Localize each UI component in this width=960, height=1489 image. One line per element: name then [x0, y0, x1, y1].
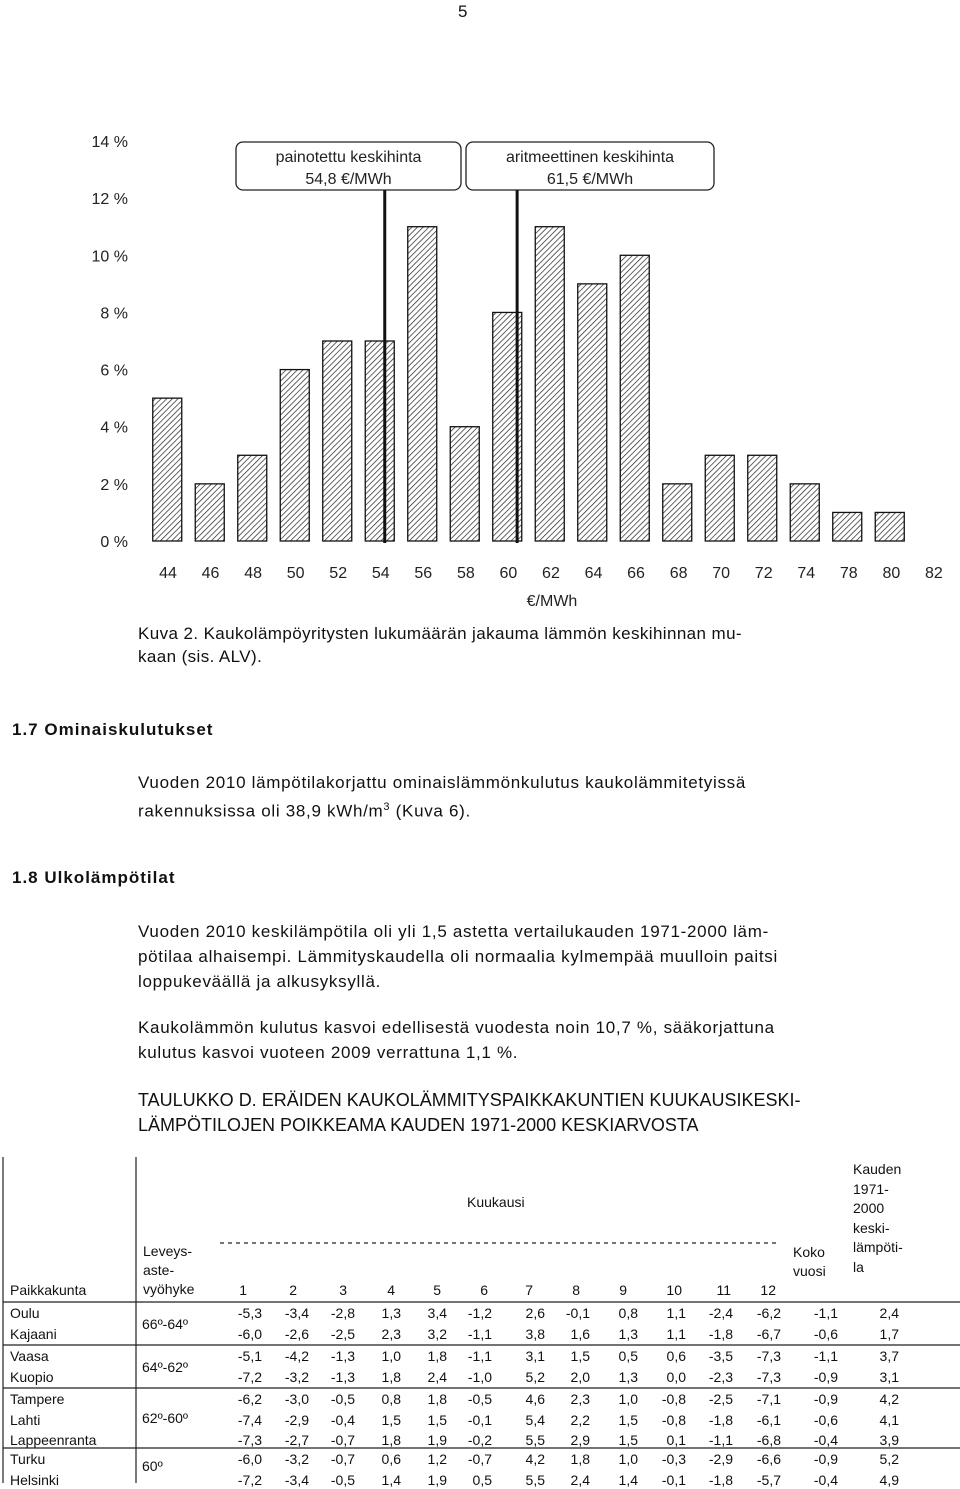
bar	[323, 341, 352, 541]
year-value: -0,4	[813, 1472, 838, 1488]
header-city: Paikkakunta	[10, 1282, 87, 1298]
month-value: -7,3	[756, 1348, 781, 1364]
bar	[238, 455, 267, 541]
bar	[620, 255, 649, 541]
month-value: 2,3	[570, 1391, 590, 1407]
month-value: 2,9	[570, 1432, 590, 1448]
month-value: -0,7	[330, 1451, 355, 1467]
header-month: 3	[339, 1282, 347, 1298]
month-value: -1,3	[330, 1369, 355, 1385]
month-value: -7,1	[756, 1391, 781, 1407]
month-value: 1,0	[618, 1451, 638, 1467]
year-value: -1,1	[813, 1348, 838, 1364]
x-tick-label: 44	[159, 565, 177, 582]
month-value: 1,4	[381, 1472, 401, 1488]
x-tick-label: 62	[542, 565, 560, 582]
month-value: -1,1	[467, 1326, 492, 1342]
bar	[748, 455, 777, 541]
month-value: -5,3	[237, 1305, 262, 1321]
month-value: 0,8	[381, 1391, 401, 1407]
month-value: 1,0	[381, 1348, 401, 1364]
month-value: 1,5	[618, 1412, 638, 1428]
month-value: -3,0	[284, 1391, 309, 1407]
mean-value: 3,7	[879, 1348, 899, 1364]
year-value: -0,6	[813, 1412, 838, 1428]
x-tick-label: 60	[499, 565, 518, 582]
city-name: Turku	[10, 1451, 46, 1467]
month-value: -1,8	[708, 1472, 733, 1488]
month-value: -1,2	[467, 1305, 492, 1321]
month-value: 0,1	[666, 1432, 686, 1448]
zone-label: 62º-60º	[142, 1410, 189, 1426]
month-value: -1,8	[708, 1326, 733, 1342]
bar	[790, 484, 819, 541]
month-value: -3,2	[284, 1451, 309, 1467]
x-tick-label: 82	[925, 565, 943, 582]
mean-value: 5,2	[879, 1451, 899, 1467]
x-tick-label: 80	[882, 565, 901, 582]
header-mean: 1971-	[853, 1180, 889, 1197]
month-value: 1,1	[666, 1305, 686, 1321]
month-value: -2,3	[708, 1369, 733, 1385]
x-tick-label: 56	[414, 565, 433, 582]
y-tick-label: 8 %	[100, 305, 128, 323]
month-value: -1,3	[330, 1348, 355, 1364]
month-value: 4,2	[525, 1451, 545, 1467]
header-month: 6	[480, 1282, 488, 1298]
month-value: 2,2	[570, 1412, 590, 1428]
y-tick-label: 14 %	[91, 134, 128, 151]
table-title: TAULUKKO D. ERÄIDEN KAUKOLÄMMITYSPAIKKAKUNTIEN KUUKAUSIKESKI- LÄMPÖTILOJEN POIKKEAMA KAUDEN 1971-2000 KESKIARVOSTA	[138, 1090, 801, 1135]
zone-label: 66º-64º	[142, 1315, 189, 1332]
month-value: -3,5	[708, 1348, 733, 1364]
y-tick-label: 12 %	[91, 191, 128, 209]
month-value: 4,6	[525, 1391, 545, 1407]
month-value: 5,5	[525, 1472, 545, 1488]
month-value: -6,2	[756, 1305, 781, 1321]
header-mean: 2000	[853, 1200, 885, 1216]
month-value: 1,9	[427, 1472, 447, 1488]
month-value: -6,2	[237, 1391, 262, 1407]
month-value: 1,3	[381, 1305, 401, 1321]
month-value: -6,8	[756, 1432, 781, 1448]
month-value: -0,8	[661, 1391, 686, 1407]
month-value: -7,2	[237, 1369, 262, 1385]
header-month: 1	[239, 1282, 247, 1298]
month-value: 1,3	[618, 1326, 638, 1342]
header-year: Koko	[793, 1244, 825, 1260]
header-zone: aste-	[143, 1262, 175, 1278]
month-value: 1,9	[427, 1432, 447, 1448]
month-value: -0,5	[467, 1391, 492, 1407]
figure-caption: Kuva 2. Kaukolämpöyritysten lukumäärän jakauma lämmön keskihinnan mu- kaan (sis. ALV).	[138, 624, 742, 666]
month-value: 1,5	[618, 1432, 638, 1448]
mean-value: 4,9	[879, 1472, 899, 1488]
mean-value: 4,2	[879, 1391, 899, 1407]
month-value: -0,1	[661, 1472, 686, 1488]
month-value: 2,6	[525, 1305, 545, 1321]
y-tick-label: 10 %	[91, 248, 128, 266]
x-axis-label: €/MWh	[526, 593, 578, 610]
month-value: 2,4	[427, 1369, 447, 1385]
x-tick-label: 72	[754, 565, 773, 582]
city-name: Helsinki	[10, 1472, 60, 1488]
x-tick-label: 52	[329, 565, 348, 582]
month-value: -0,7	[467, 1451, 492, 1467]
header-mean: lämpöti-	[853, 1239, 903, 1255]
x-tick-label: 46	[201, 565, 220, 582]
month-value: -0,1	[467, 1412, 492, 1428]
month-value: 2,0	[570, 1369, 590, 1385]
header-mean: Kauden	[853, 1161, 902, 1177]
mean-value: 3,1	[879, 1369, 899, 1385]
y-tick-label: 4 %	[100, 419, 128, 437]
month-value: -0,2	[467, 1432, 492, 1448]
mean-value: 2,4	[879, 1305, 899, 1321]
month-value: 1,8	[427, 1391, 447, 1407]
header-month: 2	[289, 1282, 297, 1298]
month-value: 0,8	[618, 1305, 638, 1321]
bar	[280, 370, 309, 541]
mean-value: 1,7	[879, 1326, 899, 1342]
month-value: 3,1	[525, 1348, 545, 1364]
month-value: 1,5	[427, 1412, 447, 1428]
month-value: -1,1	[708, 1432, 733, 1448]
month-value: -3,4	[284, 1472, 309, 1488]
month-value: -2,6	[284, 1326, 309, 1342]
month-value: 3,8	[525, 1326, 545, 1342]
temperature-deviation-table	[0, 1155, 960, 1488]
month-value: -0,5	[330, 1472, 355, 1488]
month-value: -6,0	[237, 1326, 262, 1342]
header-month: 8	[572, 1282, 580, 1298]
bar	[450, 427, 479, 541]
header-month: 4	[387, 1282, 395, 1298]
month-value: 1,8	[427, 1348, 447, 1364]
month-value: -6,6	[756, 1451, 781, 1467]
x-tick-label: 78	[839, 565, 858, 582]
month-value: 2,3	[381, 1326, 401, 1342]
x-tick-label: 58	[456, 565, 475, 582]
month-value: -3,4	[284, 1305, 309, 1321]
header-month: 5	[433, 1282, 441, 1298]
year-value: -1,1	[813, 1305, 838, 1321]
month-value: -4,2	[284, 1348, 309, 1364]
city-name: Lappeenranta	[10, 1432, 97, 1448]
annotation-value: 61,5 €/MWh	[546, 171, 634, 188]
month-value: -0,3	[661, 1451, 686, 1467]
month-value: 1,0	[618, 1391, 638, 1407]
month-value: -2,9	[708, 1451, 733, 1467]
header-month: 9	[619, 1282, 627, 1298]
year-value: -0,9	[813, 1451, 838, 1467]
city-name: Oulu	[10, 1305, 40, 1321]
month-value: 1,2	[427, 1451, 447, 1467]
year-value: -0,9	[813, 1369, 838, 1385]
x-tick-label: 50	[286, 565, 305, 582]
x-tick-label: 64	[584, 565, 603, 582]
header-zone: vyöhyke	[143, 1281, 195, 1297]
month-value: 1,1	[666, 1326, 686, 1342]
month-value: -3,2	[284, 1369, 309, 1385]
month-value: -1,8	[708, 1412, 733, 1428]
annotation-label: painotettu keskihinta	[275, 149, 422, 166]
header-month: 11	[716, 1282, 731, 1298]
month-value: -1,1	[467, 1348, 492, 1364]
bar	[195, 484, 224, 541]
month-value: -2,4	[708, 1305, 733, 1321]
x-tick-label: 54	[371, 565, 390, 582]
month-value: 0,5	[618, 1348, 638, 1364]
section-1-7-text: Vuoden 2010 lämpötilakorjattu ominaislämmönkulutus kaukolämmitetyissä rakennuksissa oli 38,9 kWh/$m^3$ (Kuva 6).	[138, 773, 747, 821]
x-tick-label: 48	[244, 565, 262, 582]
section-heading-1-8: 1.8 Ulkolämpötilat	[12, 868, 176, 887]
month-value: -2,5	[708, 1391, 733, 1407]
month-value: -6,7	[756, 1326, 781, 1342]
x-tick-label: 66	[627, 565, 645, 582]
x-tick-label: 74	[797, 565, 816, 582]
mean-value: 4,1	[879, 1412, 899, 1428]
month-value: 1,8	[381, 1432, 401, 1448]
month-value: 5,2	[525, 1369, 545, 1385]
header-year: vuosi	[793, 1263, 826, 1279]
year-value: -0,4	[813, 1432, 838, 1448]
month-value: 0,0	[666, 1369, 686, 1385]
month-value: 0,6	[381, 1451, 401, 1467]
month-value: -7,4	[237, 1412, 262, 1428]
x-tick-label: 70	[712, 565, 731, 582]
header-month: 10	[666, 1282, 682, 1298]
month-value: 1,5	[570, 1348, 590, 1364]
month-value: 2,4	[570, 1472, 590, 1488]
bar	[153, 398, 182, 541]
mean-value: 3,9	[879, 1432, 899, 1448]
month-value: -7,3	[237, 1432, 262, 1448]
city-name: Tampere	[10, 1391, 65, 1407]
month-value: -2,8	[330, 1305, 355, 1321]
bar	[705, 455, 734, 541]
month-value: 5,5	[525, 1432, 545, 1448]
price-distribution-chart	[0, 118, 960, 618]
annotation-label: aritmeettinen keskihinta	[505, 149, 675, 166]
month-value: 1,8	[570, 1451, 590, 1467]
header-months-group: Kuukausi	[467, 1194, 525, 1210]
zone-label: 64º-62º	[142, 1358, 189, 1375]
section-1-8-paragraph-2: Kaukolämmön kulutus kasvoi edellisestä vuodesta noin 10,7 %, sääkorjattuna kulutus kasvoi vuoteen 2009 verrattuna 1,1 %.	[138, 1018, 775, 1062]
month-value: -5,7	[756, 1472, 781, 1488]
year-value: -0,6	[813, 1326, 838, 1342]
bar	[365, 341, 394, 541]
bar	[875, 512, 904, 541]
y-tick-label: 6 %	[100, 362, 128, 380]
bar	[663, 484, 692, 541]
month-value: 0,5	[472, 1472, 492, 1488]
month-value: 3,4	[427, 1305, 447, 1321]
month-value: 1,3	[618, 1369, 638, 1385]
zone-label: 60º	[142, 1457, 163, 1474]
month-value: -0,4	[330, 1412, 355, 1428]
month-value: 1,8	[381, 1369, 401, 1385]
month-value: -2,9	[284, 1412, 309, 1428]
section-1-8-paragraph-1: Vuoden 2010 keskilämpötila oli yli 1,5 astetta vertailukauden 1971-2000 läm- pötilaa alhaisempi. Lämmityskaudella oli normaalia kylmempää muulloin paitsi loppukeväällä ja alkusyksyllä.	[138, 922, 778, 991]
city-name: Kajaani	[10, 1326, 57, 1342]
header-month: 12	[760, 1282, 776, 1298]
month-value: -0,5	[330, 1391, 355, 1407]
month-value: 5,4	[525, 1412, 545, 1428]
month-value: -7,3	[756, 1369, 781, 1385]
header-mean: keski-	[853, 1219, 890, 1236]
month-value: -0,8	[661, 1412, 686, 1428]
month-value: 0,6	[666, 1348, 686, 1364]
y-tick-label: 2 %	[100, 476, 128, 494]
y-tick-label: 0 %	[100, 534, 128, 551]
month-value: -7,2	[237, 1472, 262, 1488]
header-month: 7	[525, 1282, 533, 1298]
bar	[535, 227, 564, 541]
x-tick-label: 68	[669, 565, 688, 582]
month-value: -0,7	[330, 1432, 355, 1448]
bar	[833, 512, 862, 541]
month-value: -5,1	[237, 1348, 262, 1364]
month-value: 1,6	[570, 1326, 590, 1342]
bar	[578, 284, 607, 541]
month-value: 3,2	[427, 1326, 447, 1342]
header-mean: la	[853, 1258, 864, 1275]
month-value: -0,1	[565, 1305, 590, 1321]
month-value: 1,4	[618, 1472, 638, 1488]
header-zone: Leveys-	[143, 1243, 193, 1259]
city-name: Kuopio	[10, 1369, 54, 1385]
city-name: Lahti	[10, 1412, 41, 1428]
annotation-value: 54,8 €/MWh	[305, 171, 392, 188]
month-value: -6,1	[756, 1412, 781, 1428]
month-value: -6,0	[237, 1451, 262, 1467]
city-name: Vaasa	[10, 1348, 49, 1364]
section-heading-1-7: 1.7 Ominaiskulutukset	[12, 720, 214, 739]
month-value: -2,7	[284, 1432, 309, 1448]
month-value: -1,0	[467, 1369, 492, 1385]
year-value: -0,9	[813, 1391, 838, 1407]
month-value: -2,5	[330, 1326, 355, 1342]
bar	[408, 227, 437, 541]
page-number: 5	[458, 2, 468, 21]
month-value: 1,5	[381, 1412, 401, 1428]
